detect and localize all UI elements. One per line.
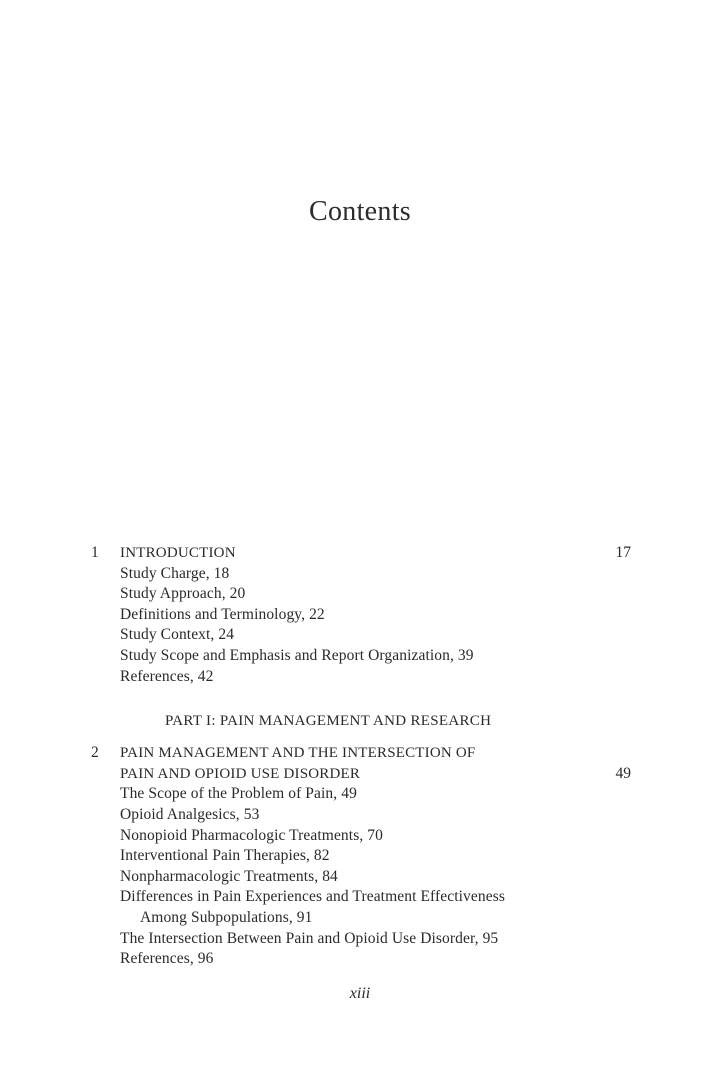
toc-entry[interactable]: References, 42: [120, 667, 214, 685]
chapter-number: 1: [91, 544, 99, 561]
page-title: Contents: [309, 196, 411, 227]
chapter-number: 2: [91, 744, 99, 762]
chapter-1: [0, 543, 720, 687]
toc-entry[interactable]: Nonopioid Pharmacologic Treatments, 70: [120, 826, 383, 844]
chapter-2-entries: [0, 784, 720, 969]
toc-entry[interactable]: Study Context, 24: [120, 626, 235, 644]
chapter-1-entries: [0, 564, 720, 688]
chapter-title: INTRODUCTION: [120, 545, 236, 561]
chapter-2: [0, 743, 720, 970]
chapter-page-number: 17: [615, 544, 631, 561]
table-of-contents: [0, 543, 720, 970]
chapter-title-line-2: PAIN AND OPIOID USE DISORDER: [120, 765, 361, 782]
chapter-2-heading[interactable]: [0, 743, 720, 784]
toc-entry[interactable]: Nonpharmacologic Treatments, 84: [120, 867, 338, 885]
chapter-1-heading[interactable]: [0, 543, 720, 564]
toc-entry[interactable]: Study Scope and Emphasis and Report Organization, 39: [120, 646, 474, 664]
toc-entry-continuation: Among Subpopulations, 91: [140, 908, 313, 926]
toc-entry[interactable]: The Intersection Between Pain and Opioid Use Disorder, 95: [120, 929, 499, 947]
chapter-page-number: 49: [615, 764, 631, 782]
toc-entry[interactable]: Study Approach, 20: [120, 585, 246, 603]
toc-entry-text: Differences in Pain Experiences and Treatment Effectiveness: [120, 888, 505, 906]
toc-entry[interactable]: The Scope of the Problem of Pain, 49: [120, 785, 357, 803]
toc-entry[interactable]: Opioid Analgesics, 53: [120, 805, 260, 823]
page-folio: xiii: [349, 985, 371, 1002]
toc-entry[interactable]: [120, 887, 590, 928]
toc-entry[interactable]: Interventional Pain Therapies, 82: [120, 847, 330, 865]
toc-entry[interactable]: References, 96: [120, 950, 214, 968]
part-heading: PART I: PAIN MANAGEMENT AND RESEARCH: [165, 713, 492, 730]
chapter-title-line-1: PAIN MANAGEMENT AND THE INTERSECTION OF: [120, 745, 476, 762]
toc-entry[interactable]: Definitions and Terminology, 22: [120, 605, 325, 623]
toc-entry[interactable]: Study Charge, 18: [120, 564, 230, 582]
